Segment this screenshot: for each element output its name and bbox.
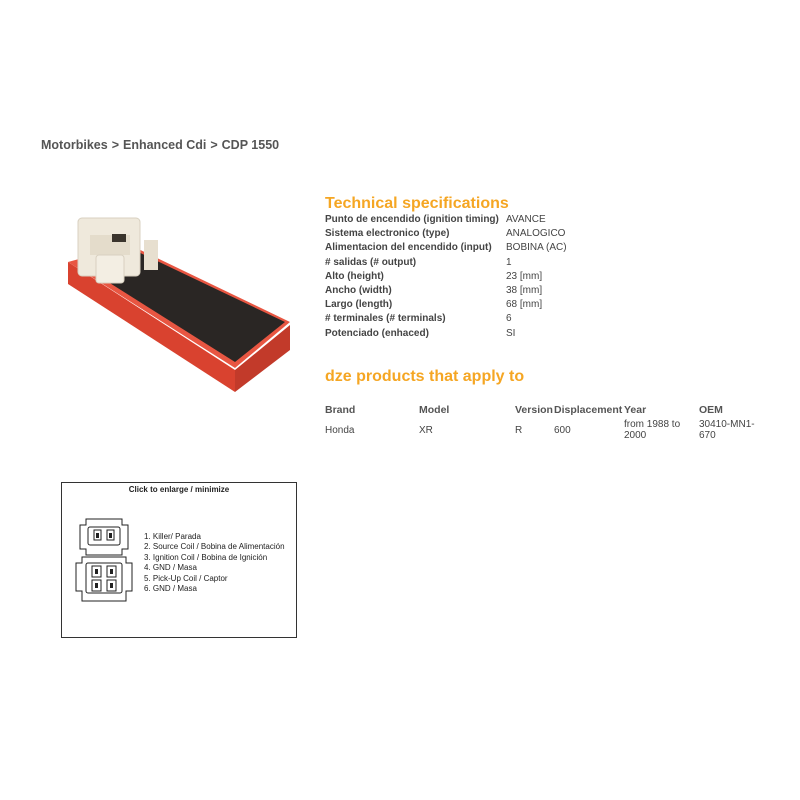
spec-label: Alimentacion del encendido (input) — [325, 242, 492, 254]
applications-header-row — [325, 404, 765, 419]
spec-row — [325, 327, 567, 341]
spec-value: 23 [mm] — [506, 270, 543, 282]
cell-brand: Honda — [325, 425, 355, 436]
pin-item: 4. GND / Masa — [144, 563, 197, 573]
breadcrumb-enhanced-cdi[interactable]: Enhanced Cdi — [123, 138, 207, 152]
spec-row — [325, 213, 567, 227]
spec-value: 68 [mm] — [506, 299, 543, 311]
spec-label: Alto (height) — [325, 270, 384, 282]
cell-displacement: 600 — [554, 425, 571, 436]
specs-table — [325, 213, 567, 341]
spec-label: Potenciado (enhaced) — [325, 327, 429, 339]
col-displacement: Displacement — [554, 404, 623, 416]
breadcrumb-separator: > — [210, 138, 218, 152]
pin-item: 2. Source Coil / Bobina de Alimentación — [144, 542, 285, 552]
pin-list — [144, 532, 285, 594]
spec-value: ANALOGICO — [506, 228, 566, 240]
pin-item: 6. GND / Masa — [144, 584, 197, 594]
spec-value: BOBINA (AC) — [506, 242, 567, 254]
spec-value: 1 — [506, 256, 512, 268]
applications-title: dze products that apply to — [325, 368, 525, 385]
connector-diagram-icon — [68, 513, 140, 609]
spec-row — [325, 312, 567, 326]
spec-label: Punto de encendido (ignition timing) — [325, 214, 499, 226]
wiring-diagram[interactable] — [61, 482, 297, 638]
cell-version: R — [515, 425, 523, 436]
spec-value: 6 — [506, 313, 512, 325]
spec-value: SI — [506, 327, 516, 339]
col-model: Model — [419, 404, 450, 416]
spec-row — [325, 284, 567, 298]
pin-item: 3. Ignition Coil / Bobina de Ignición — [144, 552, 268, 562]
col-brand: Brand — [325, 404, 356, 416]
spec-label: # salidas (# output) — [325, 256, 417, 268]
specs-title: Technical specifications — [325, 195, 509, 212]
breadcrumb-motorbikes[interactable]: Motorbikes — [41, 138, 108, 152]
cell-model: XR — [419, 425, 433, 436]
spec-label: Largo (length) — [325, 299, 393, 311]
spec-row — [325, 241, 567, 255]
spec-label: Sistema electronico (type) — [325, 228, 450, 240]
spec-value: 38 [mm] — [506, 285, 543, 297]
pin-item: 5. Pick-Up Coil / Captor — [144, 573, 228, 583]
spec-row — [325, 256, 567, 270]
table-row — [325, 419, 765, 441]
col-oem: OEM — [699, 404, 723, 416]
diagram-toggle-caption[interactable]: Click to enlarge / minimize — [128, 485, 230, 494]
col-version: Version — [515, 404, 553, 416]
spec-label: # terminales (# terminals) — [325, 313, 446, 325]
pin-item: 1. Killer/ Parada — [144, 532, 201, 541]
spec-value: AVANCE — [506, 214, 546, 226]
applications-table — [325, 404, 765, 441]
spec-row — [325, 298, 567, 312]
spec-row — [325, 227, 567, 241]
spec-label: Ancho (width) — [325, 285, 392, 297]
spec-row — [325, 270, 567, 284]
breadcrumb-separator: > — [111, 138, 119, 152]
cell-year: from 1988 to 2000 — [624, 419, 681, 441]
breadcrumb-current: CDP 1550 — [221, 138, 280, 152]
breadcrumb — [41, 138, 279, 152]
cell-oem: 30410-MN1-670 — [699, 419, 755, 441]
product-image[interactable] — [60, 200, 310, 400]
col-year: Year — [624, 404, 647, 416]
